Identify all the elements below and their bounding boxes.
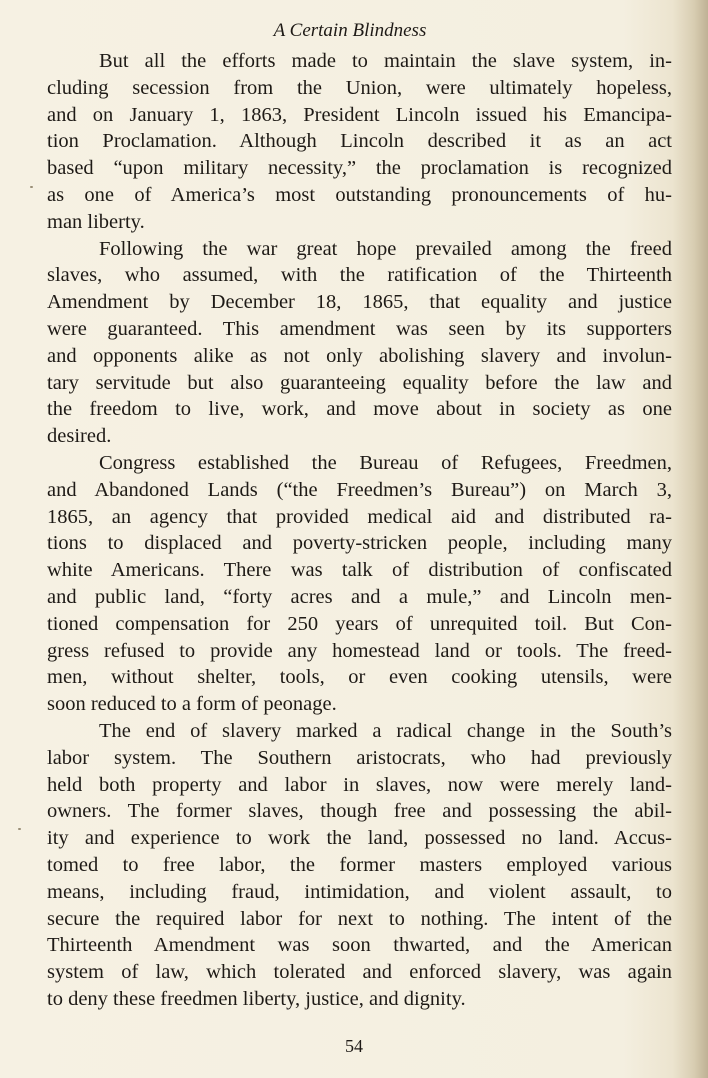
text-line: cluding secession from the Union, were ultimately hopeless, bbox=[47, 76, 672, 99]
text-line: Following the war great hope prevailed among the freed bbox=[99, 237, 672, 260]
text-line: to deny these freedmen liberty, justice, and dignity. bbox=[47, 987, 466, 1010]
body-text bbox=[47, 48, 672, 1013]
text-line: and Abandoned Lands (“the Freedmen’s Bureau”) on March 3, bbox=[47, 478, 672, 501]
text-line: Thirteenth Amendment was soon thwarted, and the American bbox=[47, 934, 672, 957]
text-line: tions to displaced and poverty-stricken people, including many bbox=[47, 532, 672, 555]
paragraph-3 bbox=[47, 450, 672, 718]
text-line: and on January 1, 1863, President Lincoln issued his Emancipa- bbox=[47, 103, 672, 126]
running-head: A Certain Blindness bbox=[273, 20, 427, 41]
text-line: the freedom to live, work, and move about in society as one bbox=[47, 398, 672, 421]
text-line: held both property and labor in slaves, now were merely land- bbox=[47, 773, 672, 796]
text-line: But all the efforts made to maintain the slave system, in- bbox=[99, 50, 672, 72]
text-line: secure the required labor for next to nothing. The intent of the bbox=[47, 907, 672, 930]
text-line: Amendment by December 18, 1865, that equality and justice bbox=[47, 291, 672, 314]
text-line: 1865, an agency that provided medical aid and distributed ra- bbox=[47, 505, 672, 528]
text-line: as one of America’s most outstanding pronouncements of hu- bbox=[47, 183, 672, 206]
paragraph-4 bbox=[47, 718, 672, 1013]
page-number: 54 bbox=[345, 1036, 363, 1056]
text-line: based “upon military necessity,” the proclamation is recognized bbox=[47, 157, 672, 180]
text-line: means, including fraud, intimidation, and violent assault, to bbox=[47, 880, 672, 903]
text-line: tary servitude but also guaranteeing equality before the law and bbox=[47, 371, 672, 394]
text-line: desired. bbox=[47, 425, 112, 448]
text-line: white Americans. There was talk of distribution of confiscated bbox=[47, 559, 672, 582]
text-line: Congress established the Bureau of Refugees, Freedmen, bbox=[99, 451, 672, 474]
text-line: ity and experience to work the land, possessed no land. Accus- bbox=[47, 827, 672, 850]
text-line: labor system. The Southern aristocrats, who had previously bbox=[47, 746, 672, 769]
text-line: were guaranteed. This amendment was seen by its supporters bbox=[47, 317, 672, 340]
text-line: and opponents alike as not only abolishing slavery and involun- bbox=[47, 344, 672, 367]
text-line: tomed to free labor, the former masters employed various bbox=[47, 853, 672, 876]
text-line: gress refused to provide any homestead land or tools. The freed- bbox=[47, 639, 672, 662]
text-line: men, without shelter, tools, or even cooking utensils, were bbox=[47, 666, 672, 689]
text-line: tioned compensation for 250 years of unrequited toil. But Con- bbox=[47, 612, 672, 635]
text-line: owners. The former slaves, though free and possessing the abil- bbox=[47, 800, 672, 823]
paper-speck bbox=[30, 186, 33, 188]
paragraph-1 bbox=[47, 48, 672, 236]
text-line: tion Proclamation. Although Lincoln described it as an act bbox=[47, 130, 672, 153]
paper-speck bbox=[18, 828, 21, 830]
text-line: man liberty. bbox=[47, 210, 145, 233]
text-line: system of law, which tolerated and enforced slavery, was again bbox=[47, 961, 672, 984]
paragraph-2 bbox=[47, 236, 672, 450]
text-line: The end of slavery marked a radical change in the South’s bbox=[99, 719, 672, 742]
text-line: slaves, who assumed, with the ratification of the Thirteenth bbox=[47, 264, 672, 287]
text-line: soon reduced to a form of peonage. bbox=[47, 693, 337, 716]
text-line: and public land, “forty acres and a mule,” and Lincoln men- bbox=[47, 585, 672, 608]
